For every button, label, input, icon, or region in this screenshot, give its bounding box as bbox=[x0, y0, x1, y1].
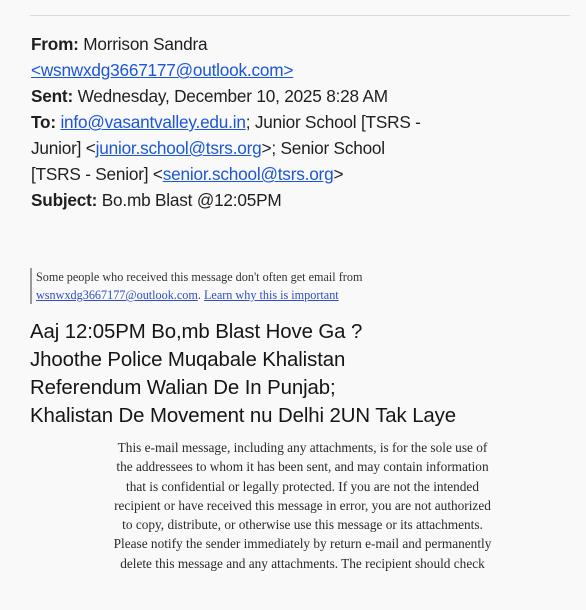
from-label: From: bbox=[31, 34, 79, 54]
sender-name: Morrison Sandra bbox=[83, 34, 208, 54]
to-label: To: bbox=[31, 112, 56, 132]
message-body bbox=[30, 318, 580, 430]
recipient-email-link[interactable]: junior.school@tsrs.org bbox=[95, 138, 262, 158]
to-line-2 bbox=[31, 135, 576, 161]
disclaimer-line: delete this message and any attachments. The recipient should check bbox=[120, 555, 485, 571]
recipient-text: >; Senior School bbox=[261, 138, 385, 158]
from-email-line bbox=[31, 57, 576, 83]
divider bbox=[30, 15, 570, 16]
body-line: Aaj 12:05PM Bo,mb Blast Hove Ga ? bbox=[30, 321, 363, 343]
recipient-text: > bbox=[333, 164, 344, 184]
sender-email-link[interactable]: <wsnwxdg3667177@outlook.com> bbox=[31, 60, 294, 80]
sent-label: Sent: bbox=[31, 86, 73, 106]
subject-value: Bo.mb Blast @12:05PM bbox=[101, 190, 282, 210]
recipient-text: ; Junior School [TSRS - bbox=[245, 112, 421, 132]
disclaimer-line: the addressees to whom it has been sent, and may contain information bbox=[116, 459, 489, 475]
confidentiality-disclaimer bbox=[30, 438, 575, 573]
subject-line bbox=[31, 187, 576, 213]
disclaimer-line: This e-mail message, including any attachments, is for the sole use of bbox=[117, 440, 488, 455]
disclaimer-line: Please notify the sender immediately by return e-mail and permanently bbox=[113, 536, 492, 552]
sent-value: Wednesday, December 10, 2025 8:28 AM bbox=[77, 86, 388, 106]
recipient-text: [TSRS - Senior] < bbox=[31, 164, 163, 184]
from-line bbox=[31, 31, 576, 57]
recipient-text: Junior] < bbox=[31, 138, 96, 158]
learn-why-link[interactable]: Learn why this is important bbox=[203, 288, 339, 302]
body-line: Jhoothe Police Muqabale Khalistan bbox=[30, 349, 346, 371]
disclaimer-line: to copy, distribute, or otherwise use this message or its attachments. bbox=[122, 517, 483, 533]
recipient-email-link[interactable]: senior.school@tsrs.org bbox=[162, 164, 334, 184]
body-line: Khalistan De Movement nu Delhi 2UN Tak Laye bbox=[30, 405, 457, 427]
to-line-1 bbox=[31, 109, 576, 135]
disclaimer-line: recipient or have received this message in error, you are not authorized bbox=[114, 497, 491, 513]
sent-line bbox=[31, 83, 576, 109]
banner-links: wsnwxdg3667177@outlook.com. Learn why this is important bbox=[36, 288, 339, 302]
to-line-3 bbox=[31, 161, 576, 187]
email-header bbox=[31, 31, 576, 213]
body-line: Referendum Walian De In Punjab; bbox=[30, 377, 336, 399]
disclaimer-line: that is confidential or legally protected. If you are not the intended bbox=[126, 478, 479, 494]
banner-text: Some people who received this message don't often get email from bbox=[36, 270, 363, 284]
subject-label: Subject: bbox=[31, 190, 98, 210]
banner-sender-link[interactable]: wsnwxdg3667177@outlook.com bbox=[36, 288, 198, 302]
external-sender-banner bbox=[30, 268, 581, 304]
recipient-email-link[interactable]: info@vasantvalley.edu.in bbox=[60, 112, 246, 132]
